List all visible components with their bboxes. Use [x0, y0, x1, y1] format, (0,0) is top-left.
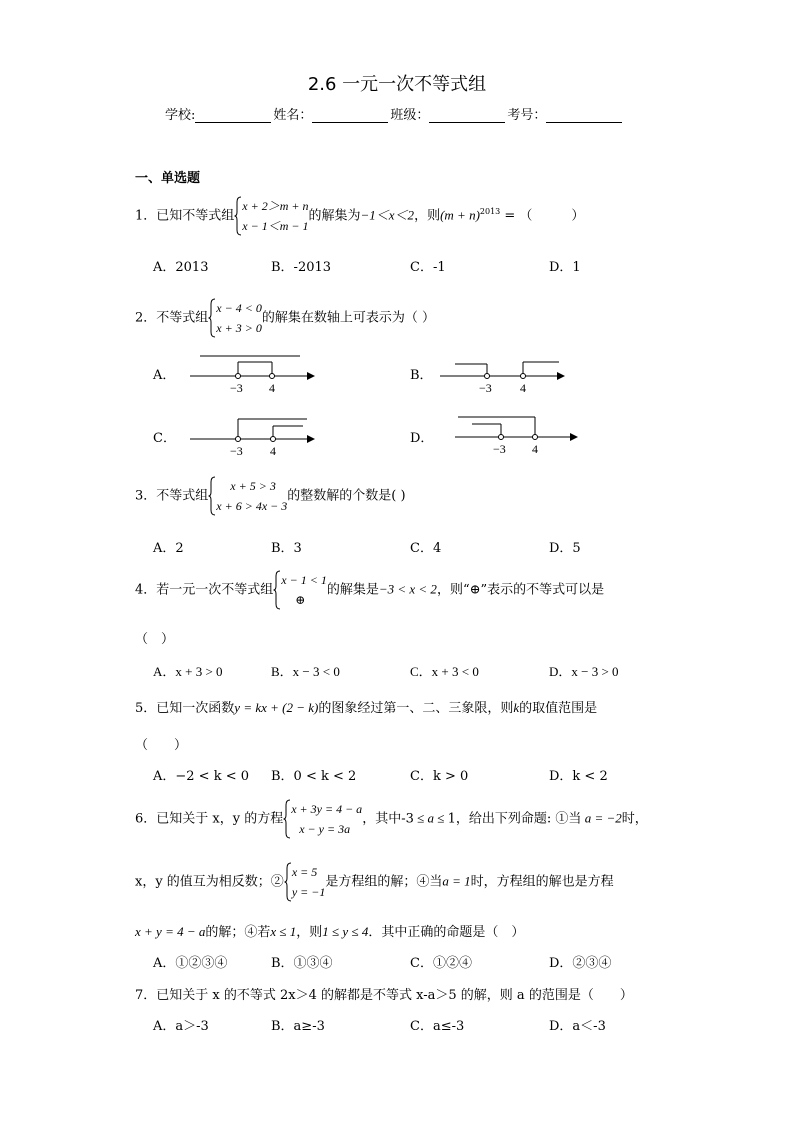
q6-number: 6．: [135, 811, 157, 827]
q2c-tick-left: −3: [230, 444, 243, 458]
q2-option-d-letter[interactable]: D．: [410, 431, 434, 446]
section-heading: 一、单选题: [135, 171, 201, 186]
q6-pre: 已知关于 x，y 的方程: [156, 811, 284, 827]
q4-row2: ⊕: [295, 593, 306, 607]
exam-no-label: 考号：: [507, 108, 547, 123]
q4-pre: 若一元一次不等式组: [156, 582, 274, 598]
q6-option-a[interactable]: A．①②③④: [153, 956, 228, 971]
q5-option-b[interactable]: B．0 < k < 2: [271, 769, 357, 784]
q1-brace: [234, 196, 242, 236]
q3-option-d[interactable]: D．5: [549, 541, 581, 556]
q6-line2-pre: x，y 的值互为相反数；②: [135, 874, 284, 890]
q7-option-c[interactable]: C．a≤-3: [410, 1019, 465, 1034]
q2d-tick-right: 4: [532, 442, 538, 456]
q2-option-a-letter[interactable]: A．: [153, 368, 176, 383]
q6-row4: y = −1: [291, 885, 326, 899]
q3-pre: 不等式组: [156, 488, 209, 504]
q5-number: 5．: [135, 701, 157, 716]
q3-option-b[interactable]: B．3: [271, 541, 302, 556]
q6-tail-b: ≤ a ≤: [413, 810, 448, 826]
q7-option-a[interactable]: A．a＞-3: [153, 1019, 209, 1034]
q4-number: 4．: [135, 582, 157, 598]
question-5: [135, 697, 597, 716]
q6-system: [283, 799, 362, 839]
question-4: [135, 570, 604, 610]
q1-range: −1＜x＜2: [360, 207, 415, 223]
question-7: [135, 984, 633, 1003]
q4-system: [273, 570, 327, 610]
q2-tail: 的解集在数轴上可表示为（ ）: [261, 310, 435, 326]
q7-text: 已知关于 x 的不等式 2x＞4 的解都是不等式 x-a＞5 的解，则 a 的范围是（ ）: [156, 988, 633, 1003]
q6-line3-tail: ．其中正确的命题是（ ）: [368, 925, 525, 940]
q5-k: k: [513, 700, 520, 715]
question-6: [135, 799, 648, 839]
q5-option-c[interactable]: C．k > 0: [410, 769, 469, 784]
q2-row2: x + 3 > 0: [216, 321, 262, 335]
q6-line3-mid: 的解；④若: [205, 925, 271, 940]
question-3: [135, 476, 406, 516]
q6-solution-brace: [284, 862, 292, 902]
q2-row1: x − 4 < 0: [216, 301, 262, 315]
q4-answer-paren: （ ）: [135, 632, 175, 647]
q4-tail: ，则“⊕”表示的不等式可以是: [436, 582, 605, 598]
class-label: 班级：: [390, 108, 430, 123]
q6-brace: [283, 799, 291, 839]
q1-option-d[interactable]: D．1: [549, 260, 581, 275]
q7-option-d[interactable]: D．a＜-3: [549, 1019, 606, 1034]
q6-row2: x − y = 3a: [299, 822, 351, 836]
q1-option-b[interactable]: B．-2013: [271, 260, 332, 275]
q1-exponent: 2013: [479, 207, 501, 217]
q2-option-b-letter[interactable]: B．: [410, 368, 433, 383]
q1-mid: 的解集为: [308, 208, 361, 224]
q6-line3-cond2: 1 ≤ y ≤ 4: [322, 924, 369, 939]
page-title: 2.6 一元一次不等式组: [307, 74, 487, 95]
q5-answer-paren: （ ）: [135, 738, 188, 753]
q1-number: 1．: [135, 208, 157, 224]
q5-tail2: 的取值范围是: [519, 701, 598, 716]
q4-range: −3 < x < 2: [378, 581, 437, 597]
class-blank[interactable]: [429, 108, 505, 123]
q5-tail: 的图象经过第一、二、三象限，则: [318, 701, 514, 716]
q2a-tick-left: −3: [230, 381, 243, 395]
q6-tail-d: 时，: [621, 811, 648, 827]
q6-line2: [135, 862, 614, 902]
q2-system: [208, 298, 262, 338]
q7-number: 7．: [135, 988, 157, 1003]
q3-option-a[interactable]: A．2: [153, 541, 184, 556]
q2b-tick-left: −3: [479, 381, 492, 395]
q3-option-c[interactable]: C．4: [410, 541, 442, 556]
q6-tail: ，其中-3: [362, 811, 414, 827]
q6-line3-mid2: ，则: [296, 925, 323, 940]
q6-tail-c: 1，给出下列命题: ①当: [447, 811, 582, 827]
q2-option-c-numberline[interactable]: [185, 412, 320, 460]
q3-number: 3．: [135, 488, 157, 504]
q6-cond1: a = −2: [581, 810, 622, 826]
q1-option-c[interactable]: C．-1: [410, 260, 446, 275]
q1-comma: ，则: [414, 208, 441, 224]
question-1: [135, 196, 584, 236]
q2-option-a-numberline[interactable]: [185, 350, 320, 398]
q1-system: [234, 196, 308, 236]
q6-line2-tail: 时，方程组的解也是方程: [470, 874, 614, 890]
q4-option-a[interactable]: A．x + 3 > 0: [153, 664, 223, 679]
q2-option-d-numberline[interactable]: [450, 412, 585, 460]
q2b-tick-right: 4: [520, 381, 526, 395]
q2-option-b-numberline[interactable]: [435, 350, 570, 398]
q1-row1: x + 2＞m + n: [242, 199, 309, 213]
q4-mid: 的解集是: [326, 582, 379, 598]
q6-solution-system: [284, 862, 326, 902]
q6-line3-eq: x + y = 4 − a: [135, 924, 206, 939]
q1-tail: = （ ）: [500, 208, 585, 224]
q6-line2-mid: 是方程组的解；④当: [325, 874, 443, 890]
q5-option-d[interactable]: D．k < 2: [549, 769, 608, 784]
q2-brace: [208, 298, 216, 338]
q3-row1: x + 5 > 3: [230, 479, 276, 493]
question-2: [135, 298, 435, 338]
school-blank[interactable]: [195, 108, 271, 123]
q4-option-d[interactable]: D．x − 3 > 0: [549, 664, 619, 679]
q1-option-a[interactable]: A．2013: [153, 260, 209, 275]
q7-option-b[interactable]: B．a≥-3: [271, 1019, 325, 1034]
q5-pre: 已知一次函数: [156, 701, 235, 716]
q2c-tick-right: 4: [270, 444, 276, 458]
q4-row1: x − 1 < 1: [281, 573, 327, 587]
school-label: 学校:: [165, 108, 196, 123]
q6-cond2: a = 1: [442, 873, 471, 889]
q1-row2: x − 1＜m − 1: [242, 219, 309, 233]
q3-tail: 的整数解的个数是( ): [287, 488, 406, 504]
q5-function: y = kx + (2 − k): [234, 700, 319, 715]
q6-line3-cond: x ≤ 1: [270, 924, 297, 939]
q6-option-d[interactable]: D．②③④: [549, 956, 612, 971]
exam-no-blank[interactable]: [546, 108, 622, 123]
q1-pre: 已知不等式组: [156, 208, 235, 224]
q4-option-c[interactable]: C．x + 3 < 0: [410, 664, 479, 679]
q5-option-a[interactable]: A．−2 < k < 0: [153, 769, 250, 784]
q2d-tick-left: −3: [493, 442, 506, 456]
q3-system: [208, 476, 287, 516]
q6-option-b[interactable]: B．①③④: [271, 956, 333, 971]
q4-option-b[interactable]: B．x − 3 < 0: [271, 664, 340, 679]
q2a-tick-right: 4: [269, 381, 275, 395]
q3-brace: [208, 476, 216, 516]
name-label: 姓名：: [273, 108, 313, 123]
q2-number: 2．: [135, 310, 157, 326]
q6-line3: [135, 921, 524, 940]
q4-brace: [273, 570, 281, 610]
q2-pre: 不等式组: [156, 310, 209, 326]
q6-row1: x + 3y = 4 − a: [291, 802, 363, 816]
q6-row3: x = 5: [291, 865, 318, 879]
q3-row2: x + 6 > 4x − 3: [216, 499, 288, 513]
q1-expr: (m + n): [440, 207, 480, 223]
q2-option-c-letter[interactable]: C．: [153, 431, 176, 446]
name-blank[interactable]: [312, 108, 388, 123]
q6-option-c[interactable]: C．①②④: [410, 956, 472, 971]
student-info-line: [165, 104, 624, 123]
